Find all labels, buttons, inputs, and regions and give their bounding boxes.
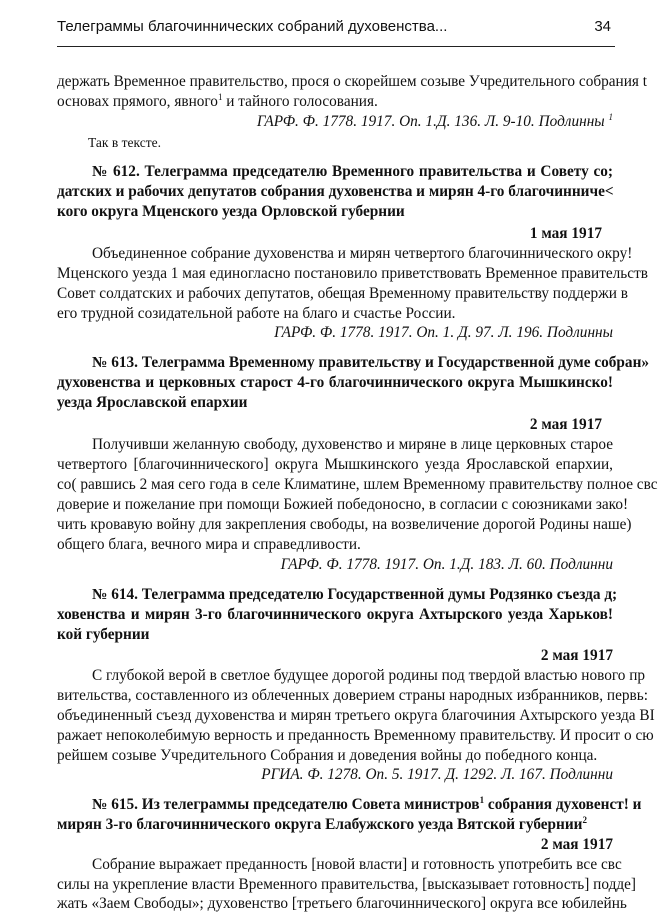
page-number: 34 — [594, 18, 611, 35]
body-line: вительства, составленного из облеченных доверием страны народных избранников, первь: — [57, 687, 648, 704]
document-title: № 613. Телеграмма Временному правительству и Государственной думе собран» — [92, 354, 650, 371]
document-title: № 614. Телеграмма председателю Государственной думы Родзянко съезда д; — [92, 586, 618, 603]
document-title: духовенства и церковных старост 4-го благочиннического округа Мышкинско! — [57, 374, 613, 391]
body-line: четвертого [благочиннического] округа Мышкинского уезда Ярославской епархии, — [57, 456, 613, 473]
archive-source: ГАРФ. Ф. 1778. 1917. Оп. 1.Д. 183. Л. 60. Подлинни — [280, 556, 613, 573]
document-title: кого округа Мценского уезда Орловской губернии — [57, 203, 405, 220]
body-line: чить кровавую войну для закрепления свободы, на возвеличение дорогой Родины наше) — [57, 516, 632, 533]
intro-line: держать Временное правительство, прося о скорейшем созыве Учредительного собрания t — [57, 73, 648, 90]
body-line: его трудной созидательной работе на благо и счастье России. — [57, 305, 456, 322]
body-line: Собрание выражает преданность [новой власти] и готовность употребить все свс — [92, 856, 622, 873]
document-title: № 612. Телеграмма председателю Временного правительства и Совету со; — [92, 163, 613, 180]
body-line: Получивши желанную свободу, духовенство и миряне в лице церковных старое — [92, 436, 613, 453]
body-line: общего блага, вечного мира и справедливости. — [57, 536, 361, 553]
body-line: Совет солдатских и рабочих депутатов, обещая Временному правительству поддержи в — [57, 285, 628, 302]
intro-line: основах прямого, явного$^1$ и тайного голосования. — [57, 92, 378, 110]
archive-source: РГИА. Ф. 1278. Оп. 5. 1917. Д. 1292. Л. 167. Подлинни — [261, 766, 613, 783]
body-line: объединенный съезд духовенства и мирян третьего округа благочиния Ахтырского уезда ВI — [57, 707, 655, 724]
footnote-mark: 1 — [479, 795, 485, 805]
body-line: Объединенное собрание духовенства и мирян четвертого благочиннического окру! — [92, 245, 633, 262]
document-title: уезда Ярославской епархии — [57, 394, 248, 411]
body-line: Мценского уезда 1 мая единогласно постановило приветствовать Временное правительств — [57, 265, 648, 282]
document-title: датских и рабочих депутатов собрания духовенства и мирян 4-го благочинниче< — [57, 183, 614, 200]
footnote-mark: 2 — [582, 815, 588, 825]
document-date: 2 мая 1917 — [540, 647, 613, 664]
document-title: ховенства и мирян 3-го благочиннического округа Ахтырского уезда Харьков! — [57, 606, 613, 623]
body-line: силы на укрепление власти Временного правительства, [высказывает готовность] подде] — [57, 876, 637, 893]
document-title: кой губернии — [57, 626, 150, 643]
document-title: № 615. Из телеграммы председателю Совета министров$^1$ собрания духовенст! и — [92, 795, 642, 813]
document-title: мирян 3-го благочиннического округа Елабужского уезда Вятской губернии$^2$ — [57, 815, 588, 833]
body-line: С глубокой верой в светлое будущее дорогой родины под твердой властью нового пр — [92, 667, 646, 684]
footnote-mark: 1 — [608, 112, 613, 122]
document-date: 1 мая 1917 — [529, 225, 602, 242]
archive-source: ГАРФ. Ф. 1778. 1917. Оп. 1.Д. 136. Л. 9-10. Подлинны $^1$ — [256, 112, 613, 130]
running-header — [57, 18, 615, 47]
footnote-text: Так в тексте. — [88, 135, 161, 150]
archive-source: ГАРФ. Ф. 1778. 1917. Оп. 1. Д. 97. Л. 196. Подлинны — [274, 324, 613, 341]
document-date: 2 мая 1917 — [540, 836, 613, 853]
body-line: ражает непоколебимую верность и преданность Временному правительству. И просит о сю — [57, 727, 654, 744]
header-title: Телеграммы благочиннических собраний духовенства... — [57, 18, 448, 35]
body-line: доверие и пожелание при помощи Божией победоносно, в согласии с союзниками зако! — [57, 496, 629, 513]
body-line: рейшем созыве Учредительного Собрания и доведения войны до победного конца. — [57, 747, 598, 764]
body-line: жать «Заем Свободы»; духовенство [третьего благочиннического] округа все юбилейнь — [57, 895, 627, 912]
document-date: 2 мая 1917 — [529, 416, 602, 433]
footnote-mark: 1 — [217, 92, 223, 102]
body-line: со( равшись 2 мая сего года в селе Климатине, шлем Временному правительству полное свс — [57, 476, 658, 493]
